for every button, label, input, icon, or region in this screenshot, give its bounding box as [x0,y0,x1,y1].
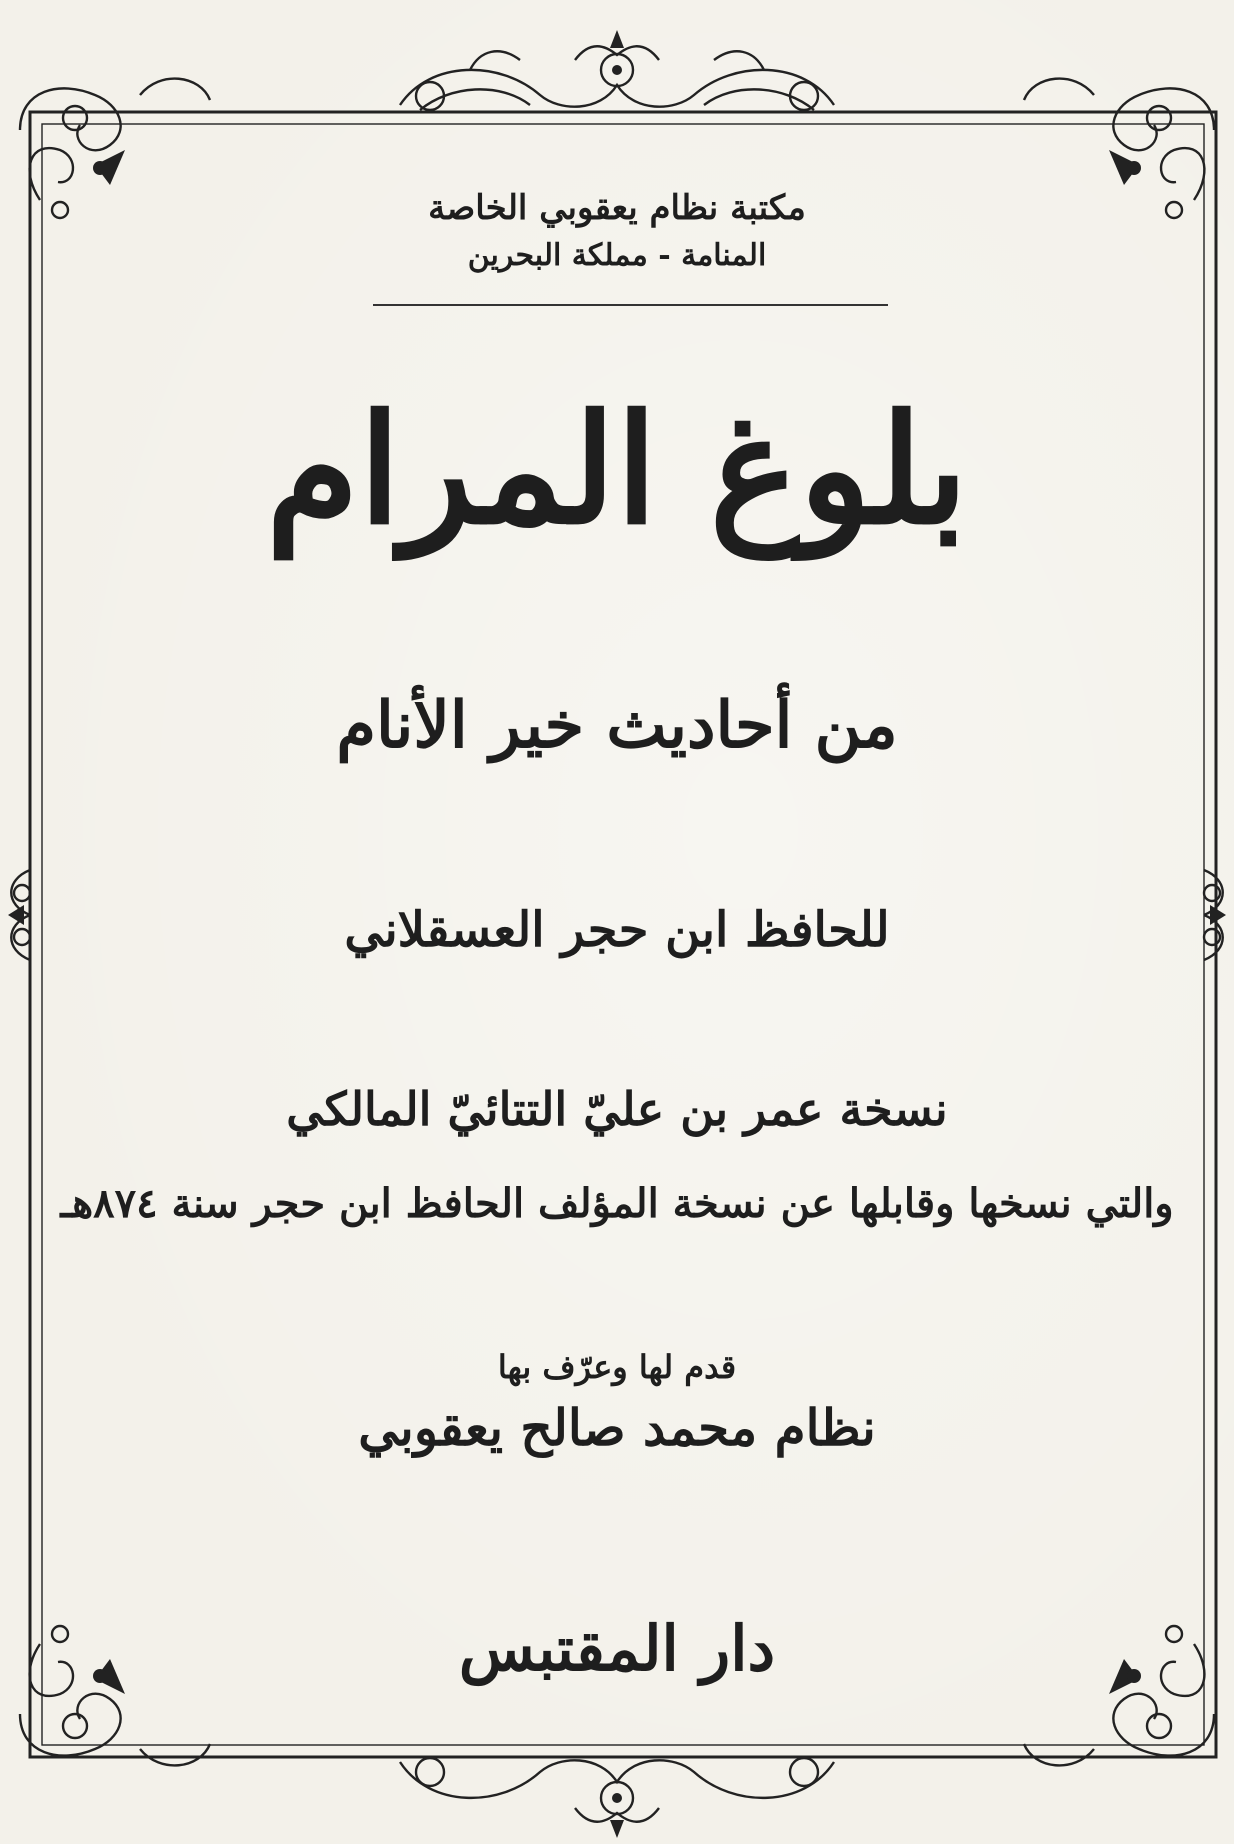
book-subtitle: من أحاديث خير الأنام [336,688,898,763]
manuscript-copy-note: والتي نسخها وقابلها عن نسخة المؤلف الحافظ ابن حجر سنة ٨٧٤هـ [60,1180,1174,1227]
editor-intro-label: قدم لها وعرّف بها [497,1348,737,1386]
publisher-name: دار المقتبس [458,1612,776,1685]
library-location: المنامة - مملكة البحرين [467,238,767,273]
library-name: مكتبة نظام يعقوبي الخاصة [428,188,806,228]
book-title: بلوغ المرام [265,382,969,558]
manuscript-copy-line: نسخة عمر بن عليّ التتائيّ المالكي [286,1082,948,1136]
book-author: للحافظ ابن حجر العسقلاني [344,902,890,958]
header-divider [373,304,888,306]
editor-name: نظام محمد صالح يعقوبي [358,1398,876,1457]
